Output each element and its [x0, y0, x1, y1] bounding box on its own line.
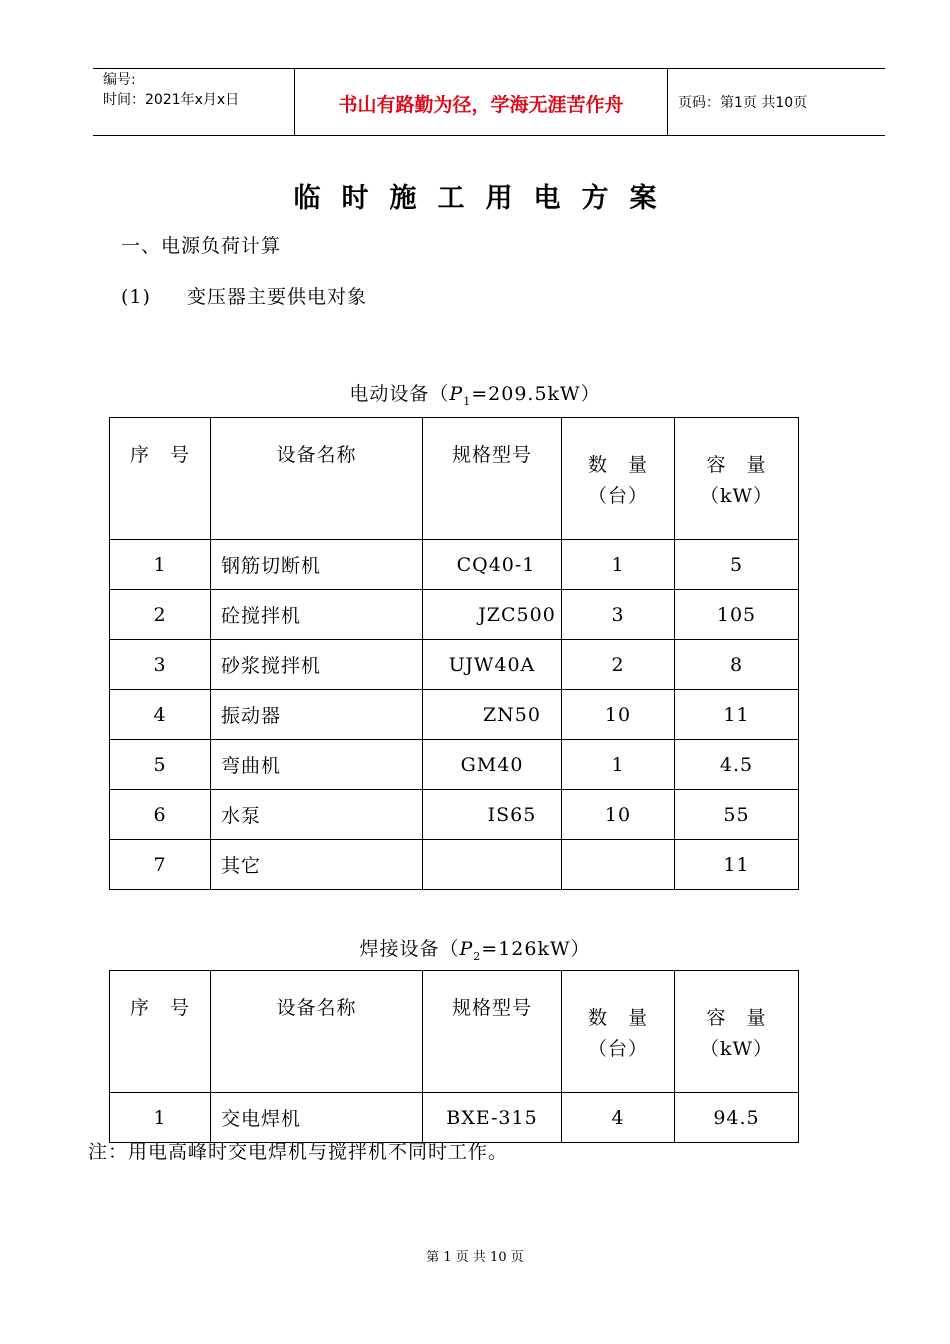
table-header-row	[110, 418, 799, 540]
cell-no: 6	[110, 790, 211, 840]
header-qty-unit: （台）	[587, 1037, 648, 1060]
cell-model	[423, 590, 562, 640]
time-label: 时间：2021年x月x日	[103, 92, 240, 108]
header-qty-unit: （台）	[587, 484, 648, 507]
cell-capacity: 5	[675, 540, 799, 590]
cell-model	[423, 540, 562, 590]
header-no: 序 号	[110, 418, 211, 540]
cell-qty: 4	[562, 1093, 675, 1143]
header-model: 规格型号	[423, 418, 562, 540]
subsection-number: (1)	[121, 286, 151, 308]
cell-model	[423, 790, 562, 840]
table1-caption-suffix: =209.5kW）	[471, 383, 601, 405]
table-header-row	[110, 971, 799, 1093]
header-qty	[562, 971, 675, 1093]
cell-name: 水泵	[211, 790, 423, 840]
table2-caption	[0, 934, 950, 963]
header-bottom-rule	[93, 135, 885, 136]
section-heading: 一、电源负荷计算	[121, 235, 282, 257]
cell-capacity: 94.5	[675, 1093, 799, 1143]
cell-model: UJW40A	[423, 640, 562, 690]
cell-name: 交电焊机	[211, 1093, 423, 1143]
cell-capacity: 8	[675, 640, 799, 690]
table-row	[110, 540, 799, 590]
table1-caption-sub: 1	[463, 394, 472, 408]
table2-caption-var: P	[459, 938, 474, 960]
model-text: IS65	[487, 803, 537, 826]
cell-capacity: 4.5	[675, 740, 799, 790]
header-top-rule	[93, 68, 885, 69]
model-text: CQ40-1	[456, 553, 536, 576]
header-cap-top: 容 量	[706, 1006, 767, 1029]
cell-qty	[562, 840, 675, 890]
table1-caption-var: P	[449, 383, 464, 405]
cell-capacity: 11	[675, 690, 799, 740]
cell-no: 7	[110, 840, 211, 890]
header-name: 设备名称	[211, 971, 423, 1093]
table-row	[110, 590, 799, 640]
table1-caption-prefix: 电动设备（	[349, 383, 450, 405]
header-qty-top: 数 量	[587, 1006, 648, 1029]
cell-name: 钢筋切断机	[211, 540, 423, 590]
table2-caption-prefix: 焊接设备（	[359, 938, 460, 960]
cell-name: 砂浆搅拌机	[211, 640, 423, 690]
table2-caption-suffix: =126kW）	[481, 938, 591, 960]
electric-equipment-table	[109, 417, 799, 890]
model-text: JZC500	[478, 603, 556, 626]
subsection-text: 变压器主要供电对象	[187, 286, 368, 308]
cell-model	[423, 690, 562, 740]
table-row	[110, 740, 799, 790]
cell-no: 3	[110, 640, 211, 690]
header-meta	[103, 70, 239, 110]
header-name: 设备名称	[211, 418, 423, 540]
header-divider-right	[667, 68, 668, 135]
cell-name: 振动器	[211, 690, 423, 740]
table-row	[110, 640, 799, 690]
cell-qty: 1	[562, 540, 675, 590]
cell-capacity: 11	[675, 840, 799, 890]
subsection-heading	[121, 282, 367, 309]
cell-qty: 10	[562, 790, 675, 840]
header-qty	[562, 418, 675, 540]
table-row	[110, 790, 799, 840]
cell-no: 5	[110, 740, 211, 790]
cell-name: 砼搅拌机	[211, 590, 423, 640]
serial-label: 编号:	[103, 72, 136, 88]
cell-qty: 3	[562, 590, 675, 640]
table-row	[110, 1093, 799, 1143]
document-title: 临时施工用电方案	[293, 183, 678, 214]
header-no: 序 号	[110, 971, 211, 1093]
cell-name: 其它	[211, 840, 423, 890]
model-text: ZN50	[482, 703, 541, 726]
cell-model: GM40	[423, 740, 562, 790]
note: 注：用电高峰时交电焊机与搅拌机不同时工作。	[88, 1141, 509, 1163]
header-divider-left	[294, 68, 295, 135]
cell-no: 2	[110, 590, 211, 640]
header-motto: 书山有路勤为径，学海无涯苦作舟	[338, 94, 624, 116]
header-cap-top: 容 量	[706, 453, 767, 476]
cell-no: 1	[110, 540, 211, 590]
cell-model: BXE-315	[423, 1093, 562, 1143]
header-cap-unit: （kW）	[699, 1037, 774, 1060]
cell-no: 1	[110, 1093, 211, 1143]
table-row	[110, 840, 799, 890]
cell-name: 弯曲机	[211, 740, 423, 790]
cell-qty: 2	[562, 640, 675, 690]
cell-qty: 10	[562, 690, 675, 740]
cell-qty: 1	[562, 740, 675, 790]
header-capacity	[675, 971, 799, 1093]
cell-model	[423, 840, 562, 890]
page-footer: 第 1 页 共 10 页	[426, 1250, 524, 1265]
table2-caption-sub: 2	[473, 949, 482, 963]
table1-caption	[0, 379, 950, 408]
header-model: 规格型号	[423, 971, 562, 1093]
welding-equipment-table	[109, 970, 799, 1143]
table-row	[110, 690, 799, 740]
cell-no: 4	[110, 690, 211, 740]
cell-capacity: 55	[675, 790, 799, 840]
header-page-info: 页码：第1页 共10页	[678, 95, 808, 111]
header-qty-top: 数 量	[587, 453, 648, 476]
header-capacity	[675, 418, 799, 540]
header-cap-unit: （kW）	[699, 484, 774, 507]
cell-capacity: 105	[675, 590, 799, 640]
